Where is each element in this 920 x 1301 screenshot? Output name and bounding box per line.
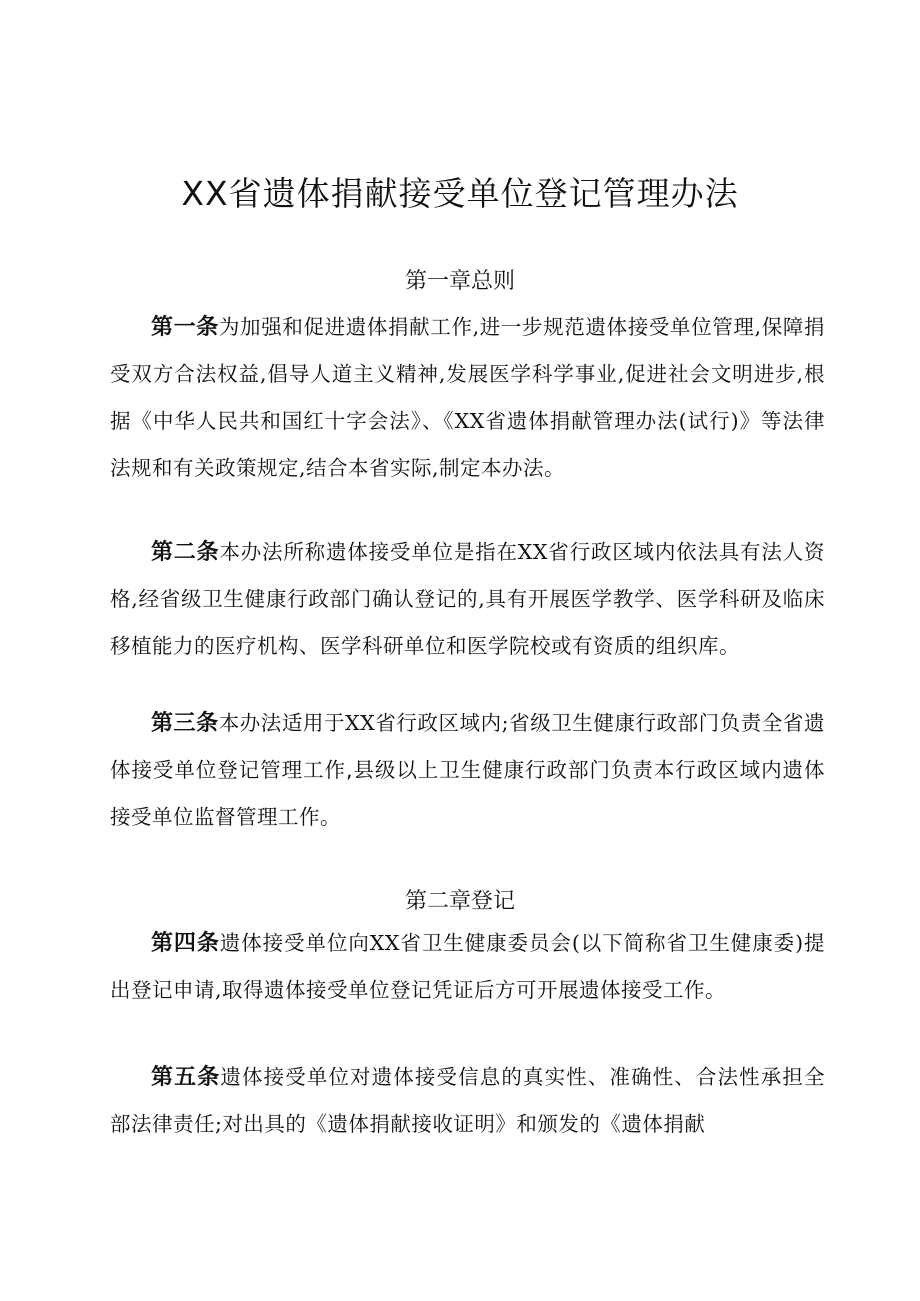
document-title: XX省遗体捐献接受单位登记管理办法 (181, 174, 739, 213)
article-text: 遗体接受单位向XX省卫生健康委员会(以下简称省卫生健康委)提出登记申请, (110, 931, 825, 1002)
article-label: 第一条 (151, 315, 219, 340)
article-text-sans: 省级卫生健康行政部门负责全省遗体接受单位登记管理工作,县级以上卫生健康行政部门负责本行政区域内遗体接受单位监督管理工作。 (110, 711, 825, 829)
article-4 (110, 920, 825, 1014)
article-label: 第三条 (151, 711, 219, 736)
article-label: 第四条 (151, 931, 220, 956)
chapter-heading-1: 第一章总则 (404, 269, 515, 294)
article-2 (110, 529, 825, 670)
article-text: 为加强和促进遗体捐献工作,进一步规范遗体接受单位管理,保障捐受双方合法权益,倡导人道主义精神,发展医学科学事业,促进社会文明进步,根据《中华人民共和国红十字会法》、《XX省遗体捐献管理办法(试行)》等法律法规和有关政策规定,结合本省实际,制定本办法。 (110, 315, 825, 480)
article-text: 本办法适用于XX省行政区域内; (218, 711, 510, 735)
article-text: 本办法所称遗体接受单位是指在XX省行政区域内依法具有法人资格,经省级卫生健康行政部门确认登记的,具有开展医学教学、医学科研及临床移植能力的医疗机构、医学科研单位和医学院校或有资质的组织库。 (110, 540, 825, 658)
article-label: 第五条 (151, 1065, 221, 1090)
article-text-sans: 取得遗体接受单位登记凭证后方可开展遗体接受工作。 (222, 978, 727, 1002)
chapter-heading-2: 第二章登记 (404, 889, 515, 914)
article-5 (110, 1054, 825, 1148)
article-1 (110, 304, 825, 492)
article-3 (110, 700, 825, 841)
article-text: 遗体接受单位对遗体接受信息的真实性、准确性、合法性承担全部法律责任;对出具的《遗体捐献接收证明》和颁发的《遗体捐献 (110, 1065, 825, 1136)
article-label: 第二条 (151, 540, 220, 565)
